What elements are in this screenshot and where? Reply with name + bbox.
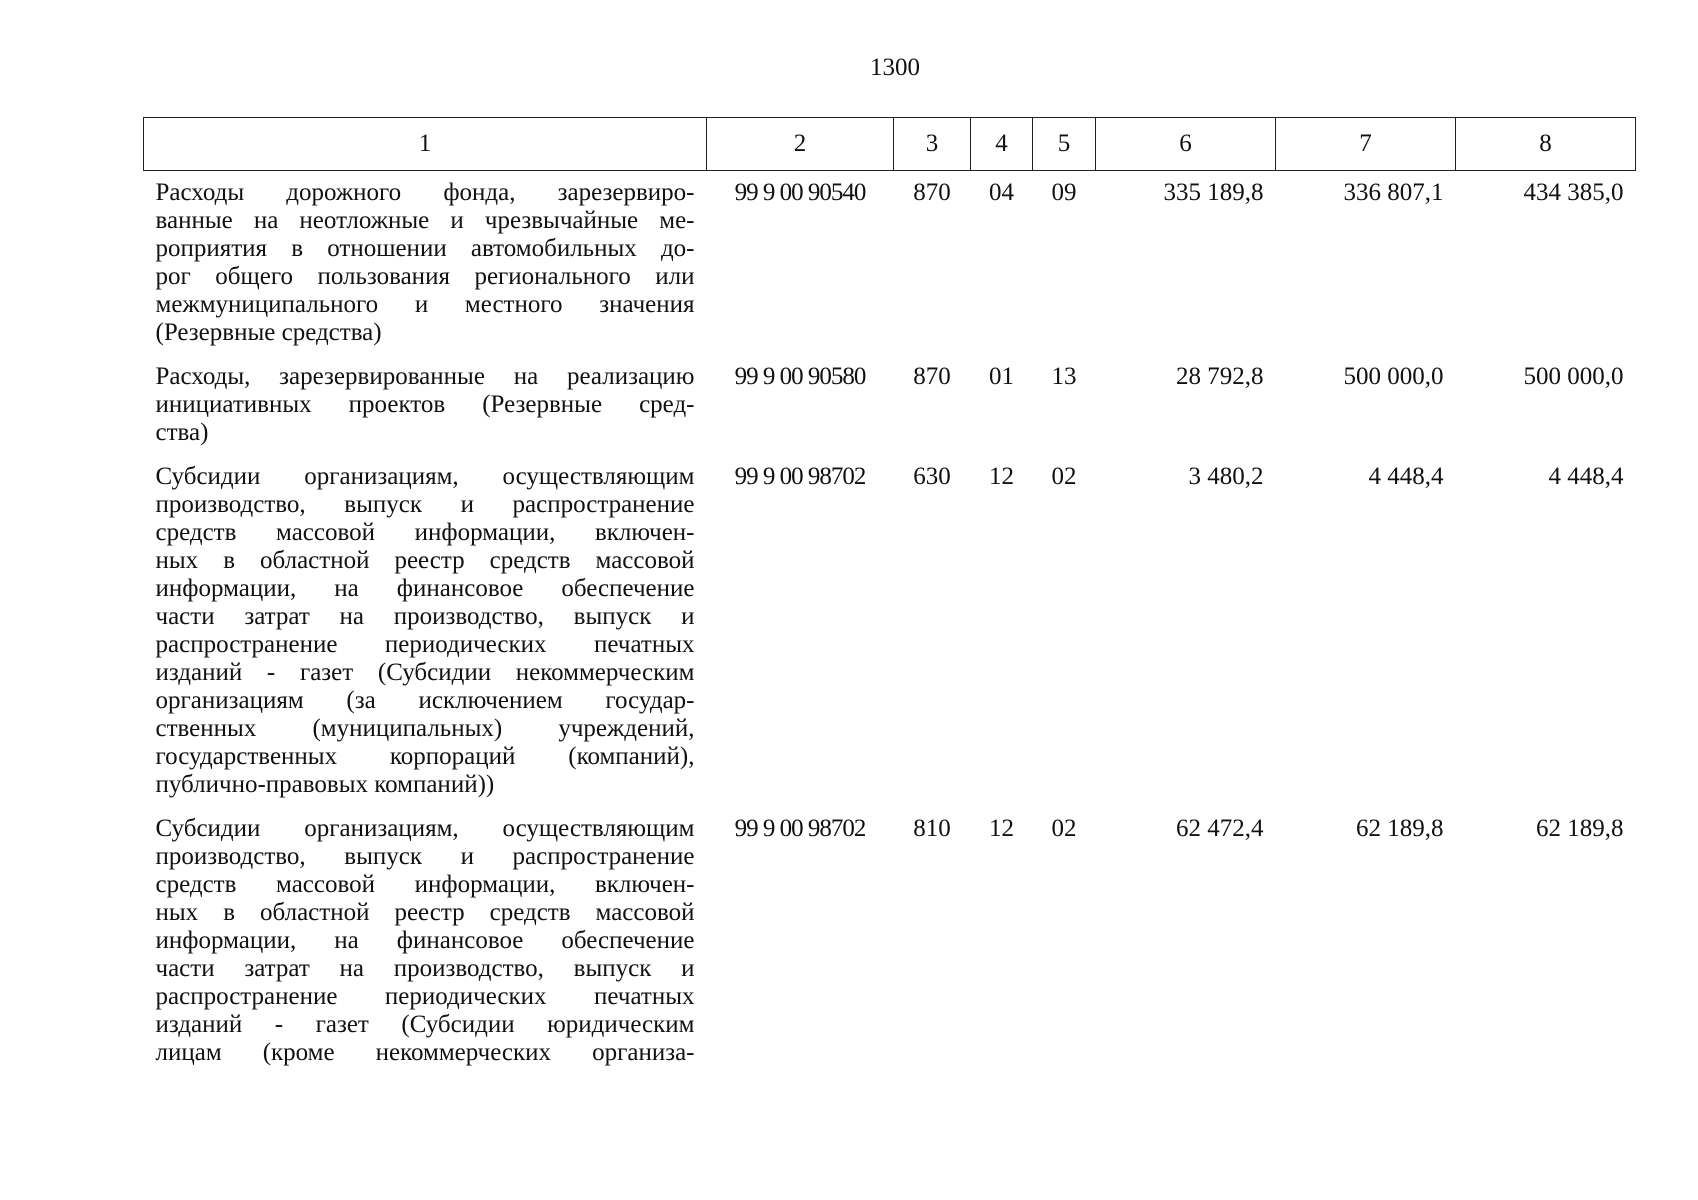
row-col5: 09	[1051, 179, 1077, 206]
row-col6: 335 189,8	[1163, 179, 1264, 206]
row-col3: 870	[913, 363, 951, 390]
row-col7: 62 189,8	[1356, 815, 1444, 842]
row-col8: 4 448,4	[1548, 463, 1624, 490]
description-line: публично-правовых компаний))	[155, 771, 495, 798]
row-col4: 12	[989, 463, 1014, 490]
column-header-3: 3	[894, 118, 971, 171]
table-row	[144, 349, 1636, 449]
description-line: государственных корпораций (компаний),	[155, 743, 695, 770]
row-description	[144, 349, 707, 449]
row-col6: 3 480,2	[1188, 463, 1264, 490]
row-col8: 434 385,0	[1523, 179, 1624, 206]
description-line: распространение периодических печатных	[155, 983, 695, 1010]
table-row	[144, 171, 1636, 350]
table-row	[144, 801, 1636, 1069]
description-line: производство, выпуск и распространение	[155, 843, 695, 870]
row-col4: 04	[989, 179, 1014, 206]
description-line: изданий - газет (Субсидии некоммерческим	[155, 659, 695, 686]
description-line: ных в областной реестр средств массовой	[155, 547, 695, 574]
row-code: 99 9 00 98702	[734, 463, 866, 490]
description-line: организациям (за исключением государ-	[155, 687, 695, 714]
row-col4: 01	[989, 363, 1014, 390]
description-line: Субсидии организациям, осуществляющим	[155, 463, 695, 490]
description-line: части затрат на производство, выпуск и	[155, 603, 695, 630]
row-code: 99 9 00 98702	[734, 815, 866, 842]
row-col8: 500 000,0	[1523, 363, 1624, 390]
column-header-4: 4	[971, 118, 1033, 171]
description-line: Расходы дорожного фонда, зарезервиро-	[155, 179, 695, 206]
row-col7: 500 000,0	[1343, 363, 1444, 390]
column-header-6: 6	[1096, 118, 1276, 171]
description-line: межмуниципального и местного значения	[155, 291, 695, 318]
column-header-1: 1	[144, 118, 707, 171]
description-line: (Резервные средства)	[155, 319, 382, 346]
table-row	[144, 449, 1636, 801]
row-col8: 62 189,8	[1536, 815, 1624, 842]
description-line: информации, на финансовое обеспечение	[155, 575, 695, 602]
row-col3: 630	[913, 463, 951, 490]
row-col6: 28 792,8	[1176, 363, 1264, 390]
row-col7: 336 807,1	[1343, 179, 1444, 206]
table-header-row	[144, 118, 1636, 171]
column-header-5: 5	[1033, 118, 1096, 171]
description-line: ных в областной реестр средств массовой	[155, 899, 695, 926]
description-line: информации, на финансовое обеспечение	[155, 927, 695, 954]
description-line: Расходы, зарезервированные на реализацию	[155, 363, 695, 390]
row-code: 99 9 00 90580	[734, 363, 866, 390]
description-line: рог общего пользования регионального или	[155, 263, 695, 290]
description-line: Субсидии организациям, осуществляющим	[155, 815, 695, 842]
row-col3: 870	[913, 179, 951, 206]
description-line: лицам (кроме некоммерческих организа-	[155, 1039, 695, 1066]
row-col3: 810	[913, 815, 951, 842]
row-description	[144, 171, 707, 350]
row-description	[144, 449, 707, 801]
row-col5: 13	[1051, 363, 1077, 390]
description-line: ственных (муниципальных) учреждений,	[155, 715, 695, 742]
description-line: части затрат на производство, выпуск и	[155, 955, 695, 982]
row-col5: 02	[1051, 815, 1077, 842]
row-code: 99 9 00 90540	[734, 179, 866, 206]
row-col4: 12	[989, 815, 1014, 842]
description-line: ства)	[155, 419, 209, 446]
column-header-7: 7	[1276, 118, 1456, 171]
description-line: роприятия в отношении автомобильных до-	[155, 235, 695, 262]
description-line: средств массовой информации, включен-	[155, 519, 695, 546]
budget-table	[143, 117, 1636, 1069]
row-col5: 02	[1051, 463, 1077, 490]
column-header-2: 2	[707, 118, 894, 171]
description-line: средств массовой информации, включен-	[155, 871, 695, 898]
column-header-8: 8	[1456, 118, 1636, 171]
row-description	[144, 801, 707, 1069]
description-line: производство, выпуск и распространение	[155, 491, 695, 518]
row-col6: 62 472,4	[1176, 815, 1264, 842]
description-line: инициативных проектов (Резервные сред-	[155, 391, 695, 418]
row-col7: 4 448,4	[1368, 463, 1444, 490]
description-line: распространение периодических печатных	[155, 631, 695, 658]
description-line: ванные на неотложные и чрезвычайные ме-	[155, 207, 695, 234]
page-number: 1300	[870, 54, 920, 81]
description-line: изданий - газет (Субсидии юридическим	[155, 1011, 695, 1038]
